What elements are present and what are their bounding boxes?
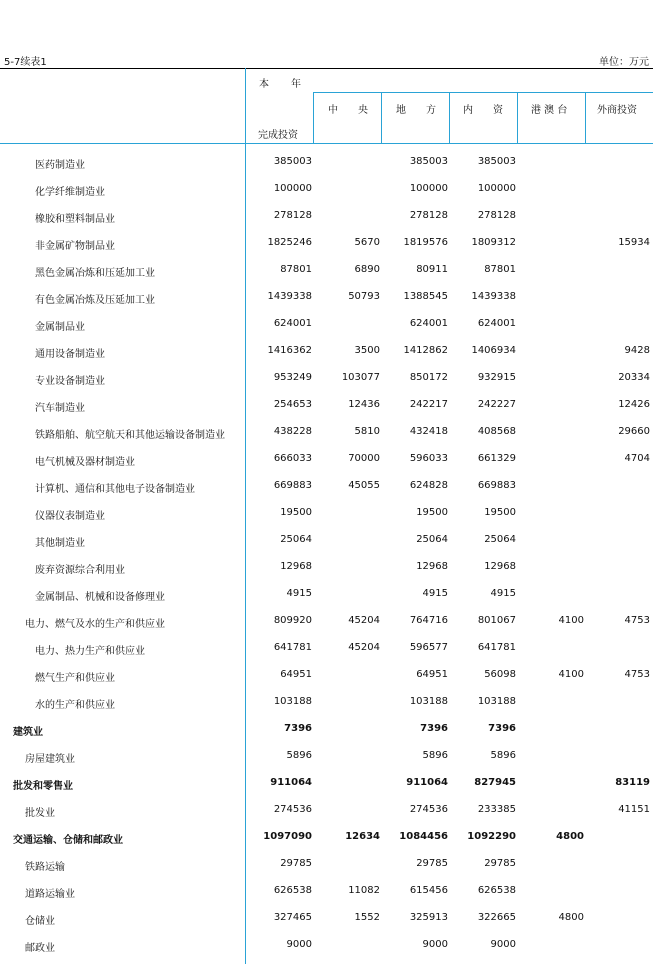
table-number: 5-7续表1 [4, 57, 47, 68]
cell-hk-macao-taiwan: 4800 [558, 912, 584, 923]
cell-completed: 438228 [273, 426, 312, 437]
cell-completed: 9000 [286, 939, 312, 950]
divider-col-2 [381, 92, 382, 143]
cell-domestic: 7396 [488, 723, 516, 734]
cell-completed: 64951 [280, 669, 312, 680]
table-row [0, 696, 653, 723]
row-label: 交通运输、仓储和邮政业 [13, 835, 123, 846]
cell-completed: 1097090 [263, 831, 312, 842]
cell-local: 1819576 [403, 237, 448, 248]
cell-local: 624828 [409, 480, 448, 491]
cell-domestic: 56098 [484, 669, 516, 680]
cell-foreign: 20334 [618, 372, 650, 383]
cell-central: 45204 [348, 615, 380, 626]
cell-foreign: 9428 [624, 345, 650, 356]
table-row [0, 345, 653, 372]
cell-domestic: 19500 [484, 507, 516, 518]
cell-local: 615456 [409, 885, 448, 896]
row-label: 燃气生产和供应业 [35, 673, 115, 684]
header-foreign: 外商投资 [597, 105, 637, 116]
cell-foreign: 41151 [618, 804, 650, 815]
cell-central: 45055 [348, 480, 380, 491]
cell-central: 3500 [354, 345, 380, 356]
cell-domestic: 1406934 [471, 345, 516, 356]
table-row [0, 318, 653, 345]
cell-local: 9000 [422, 939, 448, 950]
table-row [0, 912, 653, 939]
cell-central: 103077 [341, 372, 380, 383]
cell-completed: 624001 [273, 318, 312, 329]
cell-central: 11082 [348, 885, 380, 896]
cell-completed: 809920 [273, 615, 312, 626]
table-row [0, 453, 653, 480]
row-label: 仪器仪表制造业 [35, 511, 105, 522]
row-label: 铁路船舶、航空航天和其他运输设备制造业 [35, 430, 225, 441]
cell-domestic: 626538 [477, 885, 516, 896]
cell-central: 45204 [348, 642, 380, 653]
cell-central: 50793 [348, 291, 380, 302]
cell-local: 4915 [422, 588, 448, 599]
row-label: 金属制品业 [35, 322, 85, 333]
cell-local: 100000 [409, 183, 448, 194]
header-subrule [313, 92, 653, 93]
cell-foreign: 83119 [615, 777, 650, 788]
divider-col-4 [517, 92, 518, 143]
cell-central: 12436 [348, 399, 380, 410]
cell-completed: 626538 [273, 885, 312, 896]
cell-foreign: 4704 [624, 453, 650, 464]
row-label: 仓储业 [25, 916, 55, 927]
table-row [0, 858, 653, 885]
cell-completed: 385003 [273, 156, 312, 167]
cell-hk-macao-taiwan: 4100 [558, 615, 584, 626]
cell-domestic: 5896 [490, 750, 516, 761]
cell-completed: 100000 [273, 183, 312, 194]
row-label: 医药制造业 [35, 160, 85, 171]
cell-central: 12634 [345, 831, 380, 842]
header-domestic: 内 资 [463, 105, 503, 116]
cell-domestic: 12968 [484, 561, 516, 572]
cell-local: 596577 [409, 642, 448, 653]
row-label: 通用设备制造业 [35, 349, 105, 360]
cell-domestic: 669883 [477, 480, 516, 491]
table-row [0, 183, 653, 210]
cell-local: 25064 [416, 534, 448, 545]
cell-domestic: 103188 [477, 696, 516, 707]
header-completed-investment: 完成投资 [258, 130, 298, 141]
cell-local: 911064 [406, 777, 448, 788]
row-label: 批发业 [25, 808, 55, 819]
row-label: 废弃资源综合利用业 [35, 565, 125, 576]
table-row [0, 804, 653, 831]
header-central: 中 央 [328, 105, 368, 116]
cell-hk-macao-taiwan: 4800 [556, 831, 584, 842]
divider-col-3 [449, 92, 450, 143]
cell-completed: 19500 [280, 507, 312, 518]
cell-completed: 278128 [273, 210, 312, 221]
cell-central: 1552 [354, 912, 380, 923]
cell-domestic: 408568 [477, 426, 516, 437]
table-row [0, 399, 653, 426]
cell-local: 850172 [409, 372, 448, 383]
table-row [0, 642, 653, 669]
cell-completed: 1439338 [267, 291, 312, 302]
divider-col-1 [313, 92, 314, 143]
header-nian: 年 [291, 79, 301, 90]
row-label: 金属制品、机械和设备修理业 [35, 592, 165, 603]
header-hk-macao-taiwan: 港 澳 台 [531, 105, 568, 116]
table-row [0, 426, 653, 453]
cell-local: 1412862 [403, 345, 448, 356]
cell-completed: 669883 [273, 480, 312, 491]
row-label: 道路运输业 [25, 889, 75, 900]
cell-local: 7396 [420, 723, 448, 734]
cell-completed: 953249 [273, 372, 312, 383]
cell-completed: 7396 [284, 723, 312, 734]
cell-completed: 327465 [273, 912, 312, 923]
table-row [0, 534, 653, 561]
row-label: 橡胶和塑料制品业 [35, 214, 115, 225]
cell-local: 432418 [409, 426, 448, 437]
cell-domestic: 4915 [490, 588, 516, 599]
cell-local: 5896 [422, 750, 448, 761]
cell-domestic: 661329 [477, 453, 516, 464]
cell-local: 1084456 [399, 831, 448, 842]
row-label: 房屋建筑业 [25, 754, 75, 765]
cell-domestic: 25064 [484, 534, 516, 545]
row-label: 建筑业 [13, 727, 43, 738]
header-bottom-rule [0, 143, 653, 144]
row-label: 电力、热力生产和供应业 [35, 646, 145, 657]
cell-local: 764716 [409, 615, 448, 626]
header-local: 地 方 [396, 105, 436, 116]
table-row [0, 750, 653, 777]
cell-completed: 12968 [280, 561, 312, 572]
row-label: 有色金属冶炼及压延加工业 [35, 295, 155, 306]
cell-foreign: 4753 [624, 615, 650, 626]
table-row [0, 669, 653, 696]
header-ben: 本 [259, 79, 269, 90]
cell-local: 278128 [409, 210, 448, 221]
table-row [0, 561, 653, 588]
cell-central: 5810 [354, 426, 380, 437]
cell-domestic: 1092290 [467, 831, 516, 842]
cell-local: 274536 [409, 804, 448, 815]
row-label: 电气机械及器材制造业 [35, 457, 135, 468]
cell-foreign: 4753 [624, 669, 650, 680]
table-row [0, 777, 653, 804]
table-row [0, 723, 653, 750]
cell-completed: 29785 [280, 858, 312, 869]
cell-foreign: 15934 [618, 237, 650, 248]
row-label: 黑色金属冶炼和压延加工业 [35, 268, 155, 279]
cell-domestic: 278128 [477, 210, 516, 221]
cell-domestic: 932915 [477, 372, 516, 383]
table-row [0, 210, 653, 237]
table-row [0, 156, 653, 183]
cell-local: 1388545 [403, 291, 448, 302]
cell-foreign: 12426 [618, 399, 650, 410]
cell-domestic: 1439338 [471, 291, 516, 302]
row-label: 邮政业 [25, 943, 55, 954]
cell-local: 624001 [409, 318, 448, 329]
cell-local: 12968 [416, 561, 448, 572]
table-row [0, 237, 653, 264]
row-label: 电力、燃气及水的生产和供应业 [25, 619, 165, 630]
row-label: 非金属矿物制品业 [35, 241, 115, 252]
cell-domestic: 801067 [477, 615, 516, 626]
cell-local: 242217 [409, 399, 448, 410]
cell-local: 19500 [416, 507, 448, 518]
cell-domestic: 100000 [477, 183, 516, 194]
cell-local: 29785 [416, 858, 448, 869]
cell-domestic: 322665 [477, 912, 516, 923]
table-caption [4, 53, 649, 67]
cell-completed: 641781 [273, 642, 312, 653]
table-row [0, 291, 653, 318]
table-row [0, 831, 653, 858]
table-row [0, 507, 653, 534]
cell-local: 80911 [416, 264, 448, 275]
row-label: 化学纤维制造业 [35, 187, 105, 198]
cell-completed: 4915 [286, 588, 312, 599]
cell-local: 103188 [409, 696, 448, 707]
cell-completed: 666033 [273, 453, 312, 464]
table-row [0, 885, 653, 912]
cell-local: 325913 [409, 912, 448, 923]
cell-completed: 5896 [286, 750, 312, 761]
cell-local: 385003 [409, 156, 448, 167]
cell-domestic: 242227 [477, 399, 516, 410]
cell-completed: 911064 [270, 777, 312, 788]
cell-domestic: 624001 [477, 318, 516, 329]
cell-completed: 274536 [273, 804, 312, 815]
table-row [0, 939, 653, 966]
row-label: 批发和零售业 [13, 781, 73, 792]
cell-completed: 103188 [273, 696, 312, 707]
table-row [0, 480, 653, 507]
row-label: 水的生产和供应业 [35, 700, 115, 711]
cell-hk-macao-taiwan: 4100 [558, 669, 584, 680]
cell-domestic: 233385 [477, 804, 516, 815]
divider-col-5 [585, 92, 586, 143]
table-row [0, 372, 653, 399]
table-row [0, 615, 653, 642]
cell-domestic: 1809312 [471, 237, 516, 248]
cell-domestic: 385003 [477, 156, 516, 167]
cell-central: 6890 [354, 264, 380, 275]
cell-domestic: 827945 [474, 777, 516, 788]
row-label: 汽车制造业 [35, 403, 85, 414]
cell-domestic: 641781 [477, 642, 516, 653]
row-label: 其他制造业 [35, 538, 85, 549]
table-row [0, 588, 653, 615]
cell-domestic: 29785 [484, 858, 516, 869]
row-label: 铁路运输 [25, 862, 65, 873]
cell-completed: 87801 [280, 264, 312, 275]
cell-completed: 1416362 [267, 345, 312, 356]
cell-central: 5670 [354, 237, 380, 248]
cell-domestic: 87801 [484, 264, 516, 275]
row-label: 计算机、通信和其他电子设备制造业 [35, 484, 195, 495]
row-label: 专业设备制造业 [35, 376, 105, 387]
cell-local: 596033 [409, 453, 448, 464]
cell-completed: 1825246 [267, 237, 312, 248]
cell-domestic: 9000 [490, 939, 516, 950]
cell-foreign: 29660 [618, 426, 650, 437]
unit-label: 单位：万元 [599, 57, 649, 68]
cell-completed: 25064 [280, 534, 312, 545]
cell-local: 64951 [416, 669, 448, 680]
cell-central: 70000 [348, 453, 380, 464]
top-rule [0, 68, 653, 69]
table-row [0, 264, 653, 291]
cell-completed: 254653 [273, 399, 312, 410]
